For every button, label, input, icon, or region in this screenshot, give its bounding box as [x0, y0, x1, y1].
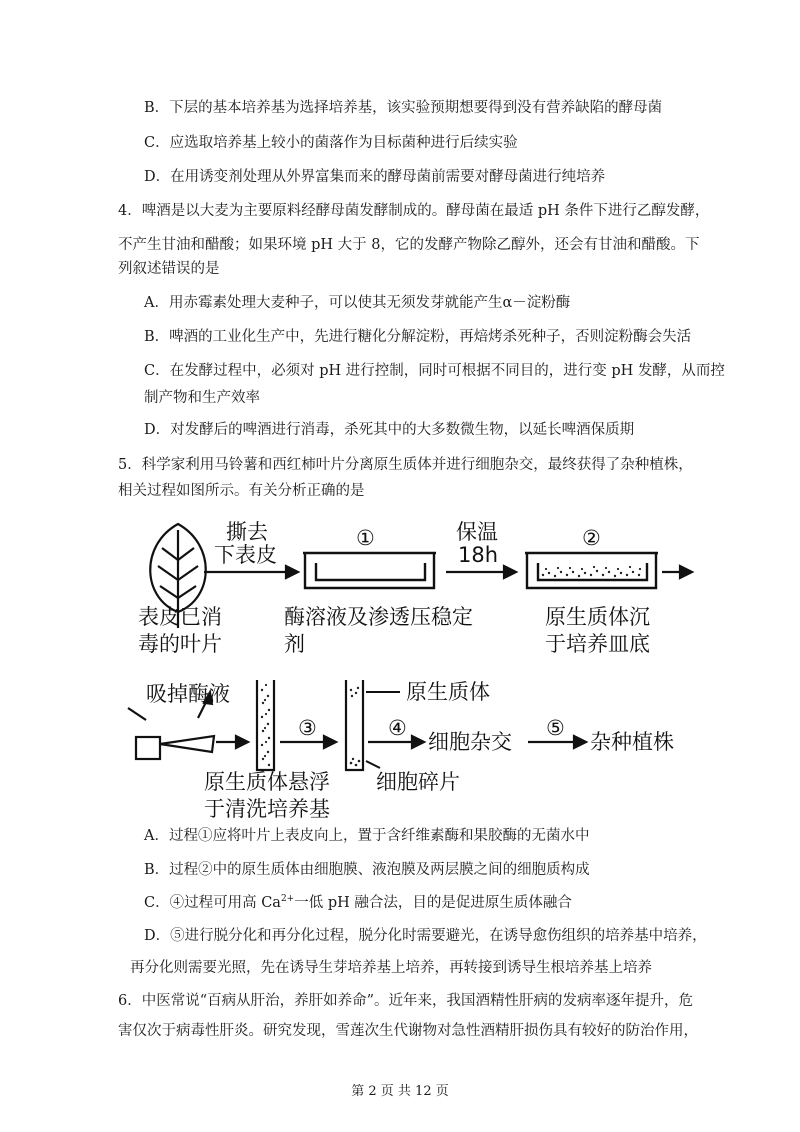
- label-float-1: 原生质体悬浮: [204, 770, 330, 794]
- label-leaf-1: 表皮已消: [138, 605, 222, 629]
- label-enzyme-2: 剂: [284, 632, 305, 656]
- page-footer: 第 2 页 共 12 页: [351, 1084, 449, 1099]
- q3-option-b: B．下层的基本培养基为选择培养基，该实验预期想要得到没有营养缺陷的酵母菌: [144, 100, 663, 116]
- petri-dish-enzyme: [303, 553, 436, 588]
- q4-stem-line3: 列叙述错误的是: [118, 261, 220, 277]
- label-suck: 吸掉酶液: [146, 682, 230, 706]
- label-fusion: 细胞杂交: [428, 730, 512, 754]
- q6-line1: 6．中医常说“百病从肝治，养肝如养命”。近年来，我国酒精性肝病的发病率逐年提升，危: [118, 993, 694, 1009]
- q4-stem-line2: 不产生甘油和醋酸；如果环境 pH 大于 8，它的发酵产物除乙醇外，还会有甘油和醋酸。下: [118, 237, 700, 253]
- q5-stem-line2: 相关过程如图所示。有关分析正确的是: [118, 483, 365, 499]
- label-peel-1: 撕去: [226, 520, 268, 544]
- q4-option-a: A．用赤霉素处理大麦种子，可以使其无须发芽就能产生α－淀粉酶: [144, 295, 571, 311]
- q4-option-c-line2: 制产物和生产效率: [144, 390, 260, 406]
- q5-option-d-line2: 再分化则需要光照，先在诱导生芽培养基上培养，再转接到诱导生根培养基上培养: [130, 960, 652, 976]
- label-sink-2: 于培养皿底: [545, 632, 650, 656]
- q5-option-b: B．过程②中的原生质体由细胞膜、液泡膜及两层膜之间的细胞质构成: [144, 862, 590, 878]
- q4-option-b: B．啤酒的工业化生产中，先进行糖化分解淀粉，再焙烤杀死种子，否则淀粉酶会失活: [144, 329, 692, 345]
- q5-stem-line1: 5．科学家利用马铃薯和西红柿叶片分离原生质体并进行细胞杂交，最终获得了杂种植株，: [118, 457, 693, 473]
- label-protoplast: 原生质体: [406, 680, 490, 704]
- q5-option-d-line1: D．⑤进行脱分化和再分化过程，脱分化时需要避光，在诱导愈伤组织的培养基中培养，: [144, 928, 707, 944]
- petri-dish-protoplast: [525, 553, 658, 588]
- test-tube-centrifuged: [346, 680, 363, 770]
- label-hybrid: 杂种植株: [590, 730, 674, 754]
- label-num1: ①: [356, 526, 375, 550]
- q3-option-d: D．在用诱变剂处理从外界富集而来的酵母菌前需要对酵母菌进行纯培养: [144, 169, 606, 185]
- arrow-to-tube: [216, 736, 248, 748]
- q5-option-a: A．过程①应将叶片上表皮向上，置于含纤维素酶和果胶酶的无菌水中: [144, 828, 590, 844]
- sediment-dots: [542, 566, 641, 577]
- label-peel-2: 下表皮: [214, 543, 277, 567]
- q6-line2: 害仅次于病毒性肝炎。研究发现，雪莲次生代谢物对急性酒精肝损伤具有较好的防治作用，: [118, 1023, 698, 1039]
- q4-option-c-line1: C．在发酵过程中，必须对 pH 进行控制，同时可根据不同目的，进行变 pH 发酵，从而控: [144, 363, 725, 379]
- label-incubate-1: 保温: [456, 520, 498, 544]
- label-enzyme-1: 酶溶液及渗透压稳定: [284, 605, 473, 629]
- label-float-2: 于清洗培养基: [204, 797, 330, 821]
- q5-option-c: C．④过程可用高 $Ca^{2+}$一低 pH 融合法，目的是促进原生质体融合: [144, 894, 572, 911]
- suspended-dots: [261, 684, 270, 766]
- label-incubate-2: 18h: [458, 543, 499, 567]
- label-num4: ④: [388, 716, 407, 740]
- label-num2: ②: [582, 526, 601, 550]
- q4-stem-line1: 4．啤酒是以大麦为主要原料经酵母菌发酵制成的。酵母菌在最适 pH 条件下进行乙醇发酵，: [118, 203, 710, 219]
- label-sink-1: 原生质体沉: [545, 605, 650, 629]
- label-debris: 细胞碎片: [376, 770, 460, 794]
- label-num5: ⑤: [546, 716, 565, 740]
- arrow-continue: [662, 566, 692, 578]
- label-leaf-2: 毒的叶片: [138, 632, 222, 656]
- q4-option-d: D．对发酵后的啤酒进行消毒，杀死其中的大多数微生物，以延长啤酒保质期: [144, 422, 635, 438]
- label-num3: ③: [298, 716, 317, 740]
- q3-option-c: C．应选取培养基上较小的菌落作为目标菌种进行后续实验: [144, 135, 518, 151]
